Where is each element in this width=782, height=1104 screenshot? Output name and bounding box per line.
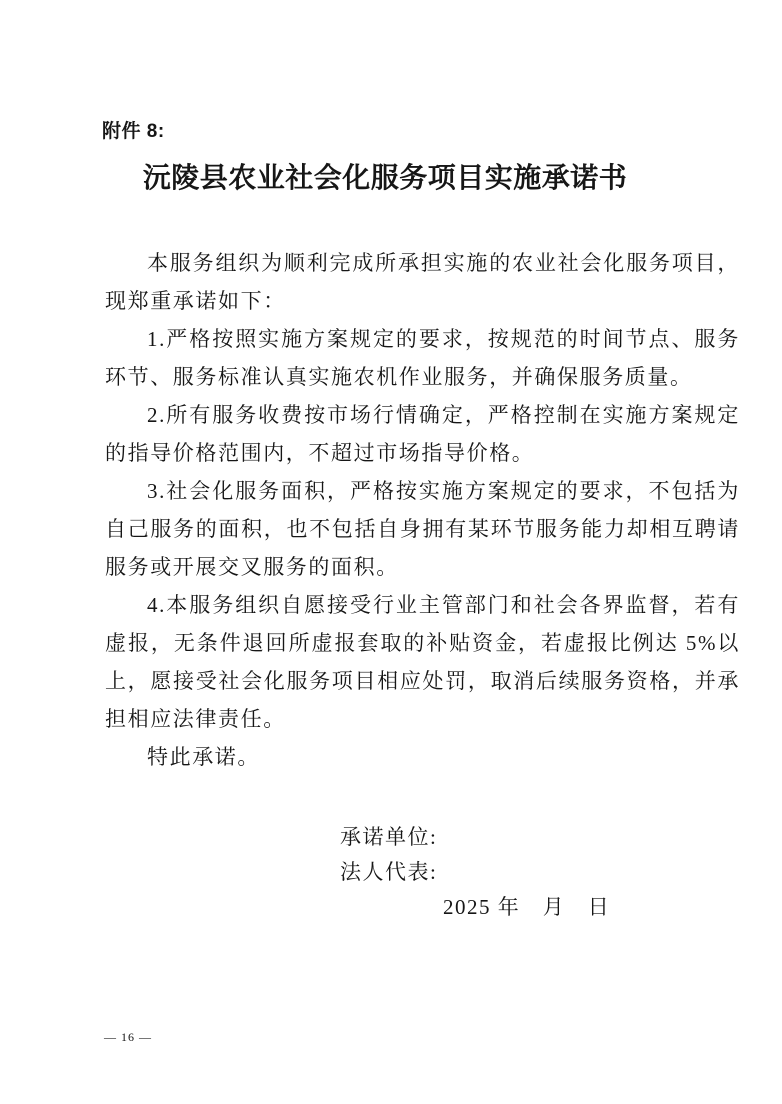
signature-unit-label: 承诺单位: [340, 825, 438, 849]
signature-date-line: 2025 年 月 日 [443, 895, 611, 919]
document-body [105, 244, 740, 776]
body-paragraph-closing: 特此承诺。 [147, 745, 260, 769]
signature-legal-rep-label: 法人代表: [340, 860, 438, 884]
body-paragraph-item-2: 2.所有服务收费按市场行情确定，严格控制在实施方案规定的指导价格范围内，不超过市场指导价格。 [105, 403, 740, 465]
body-paragraph-item-3: 3.社会化服务面积，严格按实施方案规定的要求，不包括为自己服务的面积，也不包括自身拥有某环节服务能力却相互聘请服务或开展交叉服务的面积。 [105, 479, 740, 579]
attachment-label: 附件 8: [102, 121, 165, 142]
body-paragraph-intro: 本服务组织为顺利完成所承担实施的农业社会化服务项目，现郑重承诺如下： [105, 251, 740, 313]
body-paragraph-item-4: 4.本服务组织自愿接受行业主管部门和社会各界监督，若有虚报，无条件退回所虚报套取的补贴资金，若虚报比例达 5%以上，愿接受社会化服务项目相应处罚，取消后续服务资格，并承担相应法律责任。 [105, 593, 740, 731]
signature-block [340, 820, 610, 925]
body-paragraph-item-1: 1.严格按照实施方案规定的要求，按规范的时间节点、服务环节、服务标准认真实施农机作业服务，并确保服务质量。 [105, 327, 740, 389]
document-title: 沅陵县农业社会化服务项目实施承诺书 [142, 162, 628, 193]
page-number: — 16 — [104, 1030, 152, 1044]
